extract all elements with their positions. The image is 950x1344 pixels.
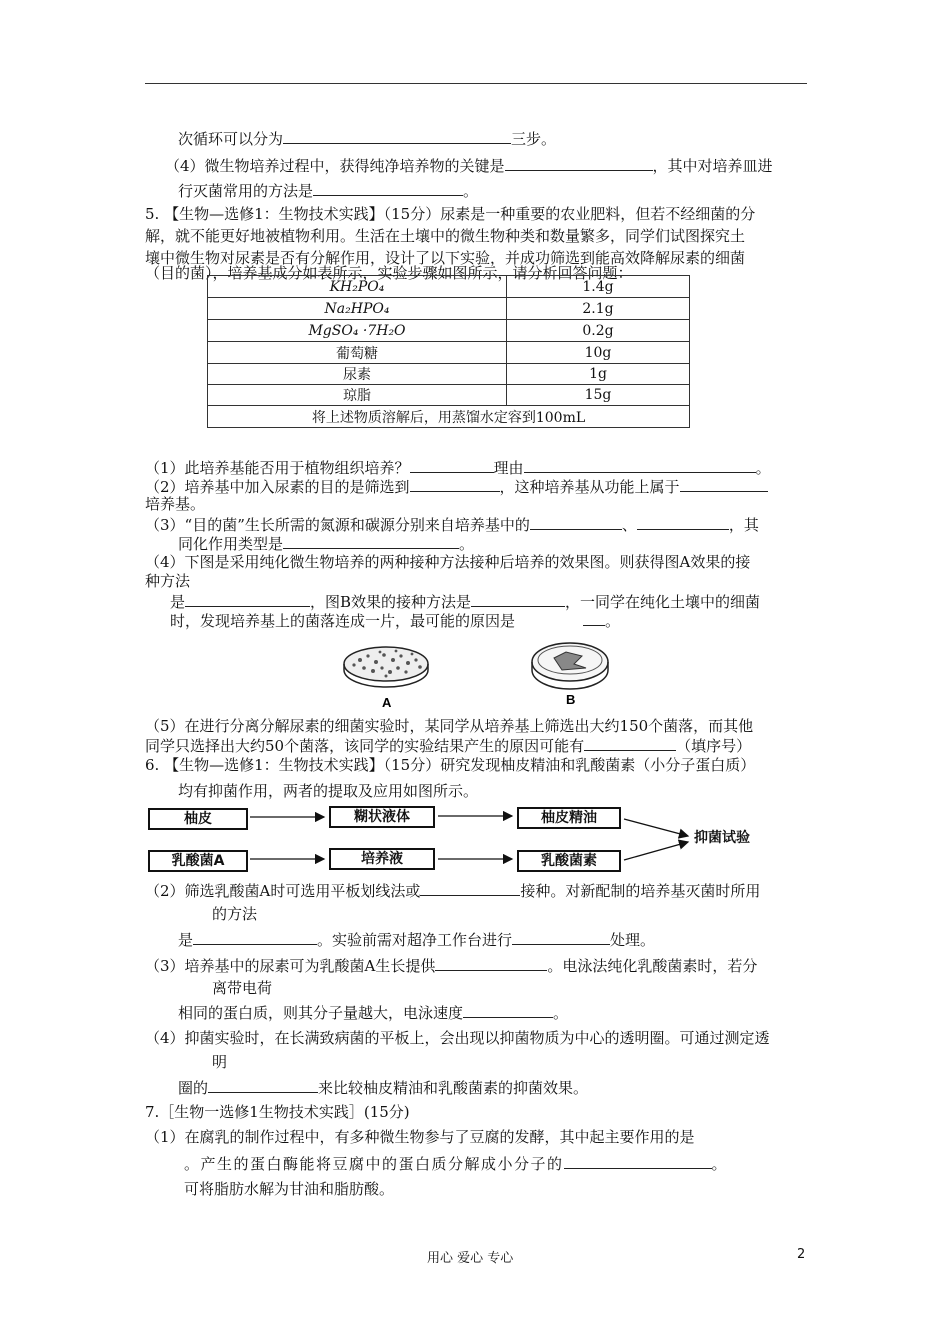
footer-text: 用心 爱心 专心 bbox=[427, 1251, 514, 1266]
table-note-row: 将上述物质溶解后，用蒸馏水定容到100mL bbox=[208, 406, 690, 428]
question-4-line: （4）微生物培养过程中，获得纯净培养物的关键是 ，其中对培养皿进 bbox=[165, 157, 773, 175]
q6-sub3-c: 相同的蛋白质，则其分子量越大，电泳速度 。 bbox=[178, 1004, 569, 1022]
medium-table bbox=[207, 275, 690, 428]
q5-sub2-end: 培养基。 bbox=[145, 495, 206, 513]
q6-sub2-b: 的方法 bbox=[212, 905, 258, 923]
flow-box-lactobacillus: 乳酸菌A bbox=[148, 850, 248, 872]
q5-sub3-line2: 同化作用类型是 。 bbox=[178, 535, 475, 553]
q7-intro: 7.［生物一选修1生物技术实践］(15分) bbox=[145, 1103, 410, 1121]
q6-sub2-c: 是 。实验前需对超净工作台进行 处理。 bbox=[178, 931, 656, 949]
q5-intro-1: 5. 【生物—选修1：生物技术实践】（15分）尿素是一种重要的农业肥料，但若不经细菌的分 bbox=[145, 205, 756, 223]
figure-label-a: A bbox=[382, 695, 392, 710]
q6-sub4: （4）抑菌实验时，在长满致病菌的平板上，会出现以抑菌物质为中心的透明圈。可通过测定透 bbox=[145, 1029, 770, 1047]
q5-sub4-c: 是 ，图B效果的接种方法是 ，一同学在纯化土壤中的细菌 bbox=[170, 593, 761, 611]
q7-sub1-c: 可将脂肪水解为甘油和脂肪酸。 bbox=[184, 1180, 395, 1198]
q6-sub3-b: 离带电荷 bbox=[212, 979, 273, 997]
q5-intro-3: 壤中微生物对尿素是否有分解作用，设计了以下实验，并成功筛选到能高效降解尿素的细菌 bbox=[145, 249, 746, 267]
q5-sub4: （4）下图是采用纯化微生物培养的两种接种方法接种后培养的效果图。则获得图A效果的接 bbox=[145, 553, 751, 571]
q6-sub2: （2）筛选乳酸菌A时可选用平板划线法或 接种。对新配制的培养基灭菌时所用 bbox=[145, 882, 761, 900]
page-number: 2 bbox=[797, 1247, 806, 1262]
table-row: 尿素 1g bbox=[208, 364, 690, 385]
header-rule bbox=[145, 83, 807, 84]
petri-dish-a bbox=[338, 638, 438, 710]
table-row: Na₂HPO₄ 2.1g bbox=[208, 298, 690, 320]
continued-line: 次循环可以分为 三步。 bbox=[178, 130, 557, 148]
flow-box-essential-oil: 柚皮精油 bbox=[517, 807, 621, 829]
q7-sub1: （1）在腐乳的制作过程中，有多种微生物参与了豆腐的发酵，其中起主要作用的是 bbox=[145, 1128, 695, 1146]
flow-box-pomelo-peel: 柚皮 bbox=[148, 808, 248, 830]
q5-intro-2: 解，就不能更好地被植物利用。生活在土壤中的微生物种类和数量繁多，同学们试图探究土 bbox=[145, 227, 746, 245]
table-row: 葡萄糖 10g bbox=[208, 342, 690, 364]
flow-box-culture-liquid: 培养液 bbox=[329, 848, 435, 870]
petri-dish-b bbox=[522, 636, 622, 710]
q6-sub4-b: 明 bbox=[212, 1053, 228, 1071]
q5-sub4-b: 种方法 bbox=[145, 572, 191, 590]
q5-sub3: （3）“目的菌”生长所需的氮源和碳源分别来自培养基中的 、 ，其 bbox=[145, 516, 759, 534]
question-4-line-2: 行灭菌常用的方法是 。 bbox=[178, 182, 479, 200]
figure-label-b: B bbox=[566, 692, 576, 707]
q5-sub1: （1）此培养基能否用于植物组织培养？ 理由 。 bbox=[145, 459, 771, 477]
table-row: MgSO₄ ·7H₂O 0.2g bbox=[208, 320, 690, 342]
q5-sub4-d: 时，发现培养基上的菌落连成一片，最可能的原因是 。 bbox=[170, 612, 621, 630]
q6-intro-1: 6. 【生物—选修1：生物技术实践】（15分）研究发现柚皮精油和乳酸菌素（小分子蛋白质） bbox=[145, 756, 756, 774]
q6-intro-2: 均有抑菌作用，两者的提取及应用如图所示。 bbox=[178, 782, 479, 800]
flow-end-label: 抑菌试验 bbox=[694, 830, 750, 846]
table-row: 琼脂 15g bbox=[208, 385, 690, 406]
q7-sub1-b: 。产生的蛋白酶能将豆腐中的蛋白质分解成小分子的 。 bbox=[184, 1155, 729, 1173]
flow-arrows bbox=[248, 800, 698, 880]
flow-box-nisin: 乳酸菌素 bbox=[517, 850, 621, 872]
q5-intro-4: （目的菌），培养基成分如表所示，实验步骤如图所示，请分析回答问题： bbox=[145, 264, 633, 282]
q6-sub3: （3）培养基中的尿素可为乳酸菌A生长提供 。电泳法纯化乳酸菌素时，若分 bbox=[145, 957, 758, 975]
q6-sub4-c: 圈的 来比较柚皮精油和乳酸菌素的抑菌效果。 bbox=[178, 1079, 589, 1097]
q5-sub2: （2）培养基中加入尿素的目的是筛选到 ，这种培养基从功能上属于 bbox=[145, 476, 768, 497]
flow-box-paste: 糊状液体 bbox=[329, 806, 435, 828]
q5-sub5-b: 同学只选择出大约50个菌落，该同学的实验结果产生的原因可能有 （填序号） bbox=[145, 737, 752, 755]
table-row: KH₂PO₄ 1.4g bbox=[208, 276, 690, 298]
q5-sub5: （5）在进行分离分解尿素的细菌实验时，某同学从培养基上筛选出大约150个菌落，而其他 bbox=[145, 717, 754, 735]
